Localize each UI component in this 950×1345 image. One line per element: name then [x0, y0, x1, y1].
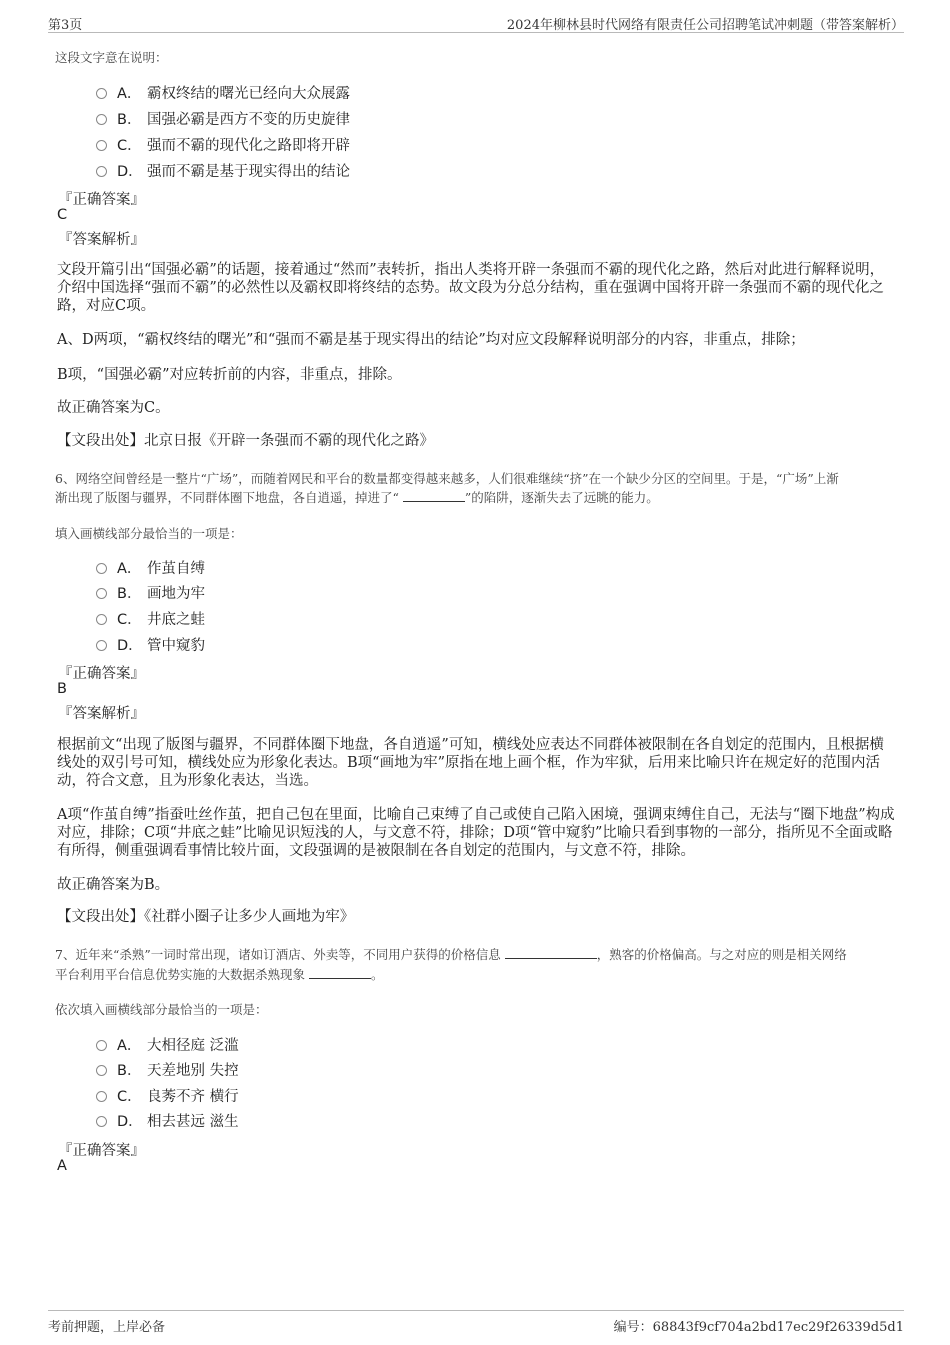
q7-answer: A	[57, 1158, 67, 1174]
q7-option-c[interactable]: C． 良莠不齐 横行	[96, 1085, 239, 1106]
q5-analysis-p2: A、D两项，“霸权终结的曙光”和“强而不霸是基于现实得出的结论”均对应文段解释说明部分的内容，非重点，排除；	[57, 332, 805, 348]
analysis-label: 『答案解析』	[58, 706, 145, 722]
q7-option-a[interactable]: A． 大相径庭 泛滥	[96, 1034, 239, 1055]
q6-option-c[interactable]: C． 井底之蛙	[96, 608, 205, 629]
radio-icon[interactable]	[96, 166, 107, 177]
q6-analysis-p1: 根据前文“出现了版图与疆界，不同群体圈下地盘，各自逍遥”可知，横线处应表达不同群体被限制在各自划定的范围内，且根据横线处的双引号可知，横线处应为形象化表达。B项“画地为牢”原指在地上画个框，作为牢狱，后用来比喻只许在规定好的范围内活动，符合文意，且为形象化表达，当选。	[57, 737, 884, 789]
q7-stem-line1: 7、近年来“杀熟”一词时常出现，诸如订酒店、外卖等，不同用户获得的价格信息 ，熟客的价格偏高。与之对应的则是相关网络	[55, 947, 847, 962]
q7-option-d[interactable]: D． 相去甚远 滋生	[96, 1110, 239, 1131]
radio-icon[interactable]	[96, 1040, 107, 1051]
q5-answer: C	[57, 207, 68, 223]
q7-prompt: 依次填入画横线部分最恰当的一项是：	[55, 1002, 268, 1017]
radio-icon[interactable]	[96, 114, 107, 125]
radio-icon[interactable]	[96, 1065, 107, 1076]
q5-option-a[interactable]: A． 霸权终结的曙光已经向大众展露	[96, 82, 350, 103]
fill-blank[interactable]	[403, 489, 465, 502]
radio-icon[interactable]	[96, 563, 107, 574]
fill-blank-2[interactable]	[309, 966, 371, 979]
q5-analysis-p1: 文段开篇引出“国强必霸”的话题，接着通过“然而”表转折，指出人类将开辟一条强而不霸的现代化之路，然后对此进行解释说明，介绍中国选择“强而不霸”的必然性以及霸权即将终结的态势。故文段为分总分结构，重在强调中国将开辟一条强而不霸的现代化之路，对应C项。	[57, 262, 885, 314]
q6-analysis-p3: 故正确答案为B。	[57, 877, 170, 893]
q6-prompt: 填入画横线部分最恰当的一项是：	[55, 526, 243, 541]
q5-option-c[interactable]: C． 强而不霸的现代化之路即将开辟	[96, 134, 350, 155]
q6-option-a[interactable]: A． 作茧自缚	[96, 557, 205, 578]
q6-option-d[interactable]: D． 管中窥豹	[96, 634, 205, 655]
q6-source: 【文段出处】《社群小圈子让多少人画地为牢》	[57, 909, 355, 925]
page-header	[48, 12, 904, 33]
q5-prompt: 这段文字意在说明：	[55, 50, 168, 65]
radio-icon[interactable]	[96, 614, 107, 625]
radio-icon[interactable]	[96, 640, 107, 651]
document-code: 编号：68843f9cf704a2bd17ec29f26339d5d1	[613, 1320, 904, 1335]
q6-option-b[interactable]: B． 画地为牢	[96, 582, 205, 603]
answer-label: 『正确答案』	[58, 1143, 145, 1159]
q7-option-b[interactable]: B． 天差地别 失控	[96, 1059, 239, 1080]
page-footer	[48, 1310, 904, 1335]
q5-analysis-p3: B项，“国强必霸”对应转折前的内容，非重点，排除。	[57, 367, 402, 383]
radio-icon[interactable]	[96, 140, 107, 151]
q5-analysis-p4: 故正确答案为C。	[57, 400, 170, 416]
footer-slogan: 考前押题，上岸必备	[48, 1320, 166, 1335]
radio-icon[interactable]	[96, 588, 107, 599]
q7-stem-line2: 平台利用平台信息优势实施的大数据杀熟现象 。	[55, 967, 384, 982]
q6-analysis-p2: A项“作茧自缚”指蚕吐丝作茧，把自己包在里面，比喻自己束缚了自己或使自己陷入困境，强调束缚住自己，无法与“圈下地盘”构成对应，排除；C项“井底之蛙”比喻见识短浅的人，与文意不符，排除；D项“管中窥豹”比喻只看到事物的一部分，指所见不全面或略有所得，侧重强调看事情比较片面，文段强调的是被限制在各自划定的范围内，与文意不符，排除。	[57, 807, 895, 859]
radio-icon[interactable]	[96, 1116, 107, 1127]
q6-answer: B	[57, 681, 67, 697]
q6-stem-line1: 6、网络空间曾经是一整片“广场”，而随着网民和平台的数量都变得越来越多，人们很难继续“挤”在一个缺少分区的空间里。于是，“广场”上渐	[55, 471, 839, 486]
page-number: 第3页	[48, 18, 83, 33]
radio-icon[interactable]	[96, 88, 107, 99]
document-title: 2024年柳林县时代网络有限责任公司招聘笔试冲刺题（带答案解析）	[506, 18, 904, 33]
radio-icon[interactable]	[96, 1091, 107, 1102]
fill-blank-1[interactable]	[505, 946, 597, 959]
q5-option-d[interactable]: D． 强而不霸是基于现实得出的结论	[96, 160, 350, 181]
answer-label: 『正确答案』	[58, 666, 145, 682]
q6-stem-line2: 渐出现了版图与疆界，不同群体圈下地盘，各自逍遥，掉进了“ ”的陷阱，逐渐失去了远眺的能力。	[55, 490, 659, 505]
q5-source: 【文段出处】北京日报《开辟一条强而不霸的现代化之路》	[57, 433, 434, 449]
q5-option-b[interactable]: B． 国强必霸是西方不变的历史旋律	[96, 108, 350, 129]
analysis-label: 『答案解析』	[58, 232, 145, 248]
answer-label: 『正确答案』	[58, 192, 145, 208]
